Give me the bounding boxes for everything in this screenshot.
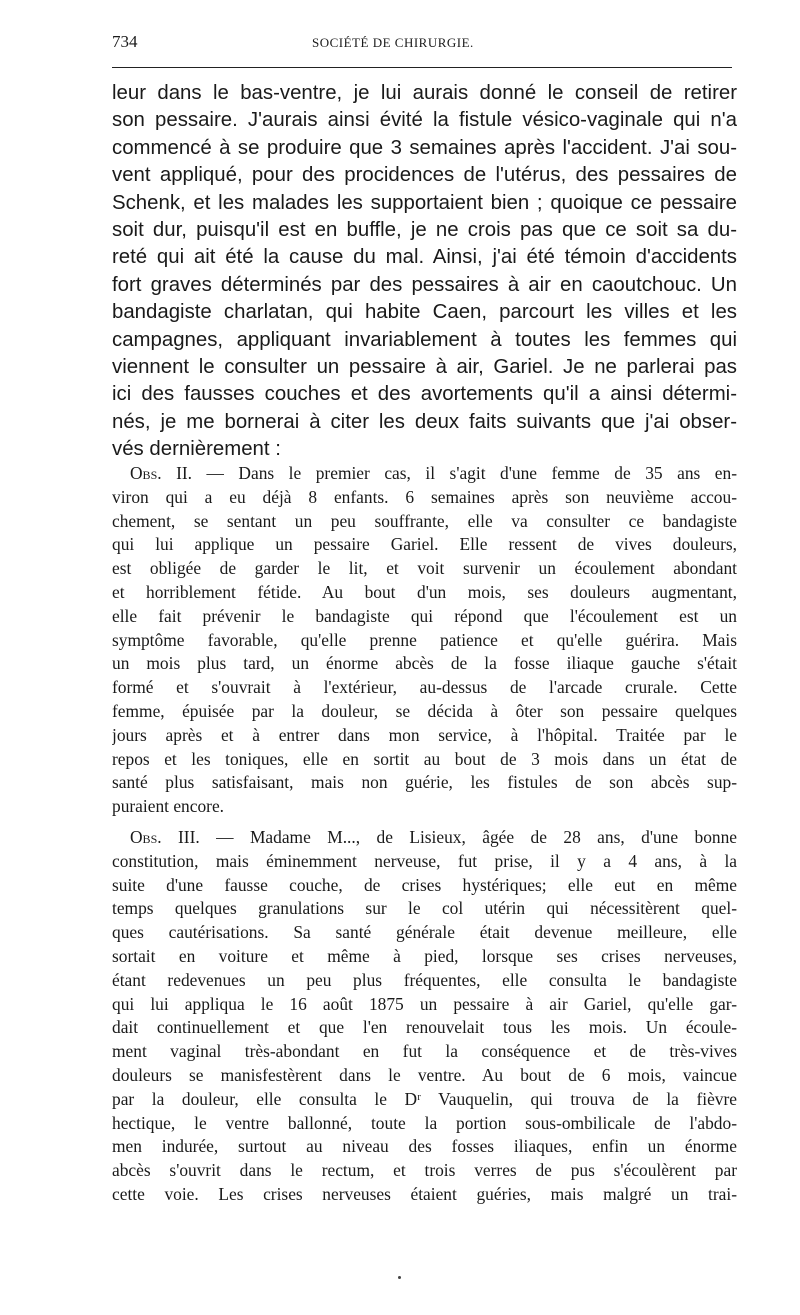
text-line: men indurée, surtout au niveau des fosses iliaques, enfin un énorme — [112, 1136, 737, 1157]
header-rule — [112, 67, 732, 68]
text-line: est obligée de garder le lit, et voit survenir un écoulement abondant — [112, 558, 737, 579]
text-line: campagnes, appliquant invariablement à toutes les femmes qui — [112, 328, 737, 351]
text-line: étant redevenues un peu plus fréquentes, elle consulta le bandagiste — [112, 969, 737, 990]
text-line: reté qui ait été la cause du mal. Ainsi, j'ai été témoin d'accidents — [112, 246, 737, 269]
text-line: et horriblement fétide. Au bout d'un mois, ses douleurs augmentant, — [112, 581, 737, 602]
text-line: leur dans le bas-ventre, je lui aurais donné le conseil de retirer — [112, 82, 737, 104]
text-line: qui lui appliqua le 16 août 1875 un pessaire à air Gariel, qu'elle gar- — [112, 993, 737, 1014]
text-line: cette voie. Les crises nerveuses étaient guéries, mais malgré un trai- — [112, 1183, 737, 1204]
text-line: repos et les toniques, elle en sortit au bout de 3 mois dans un état de — [112, 748, 737, 769]
observation-first-line: — Dans le premier cas, il s'agit d'une femme de 35 ans en- — [192, 463, 737, 483]
text-line: son pessaire. J'aurais ainsi évité la fistule vésico-vaginale qui n'a — [112, 109, 737, 132]
text-line: santé plus satisfaisant, mais non guérie, les fistules de son abcès sup- — [112, 772, 737, 793]
page-number: 734 — [112, 32, 138, 51]
text-line: symptôme favorable, qu'elle prenne patience et qu'elle guérira. Mais — [112, 629, 737, 650]
text-line: commencé à se produire que 3 semaines après l'accident. J'ai sou- — [112, 136, 737, 159]
text-line: suite d'une fausse couche, de crises hystériques; elle eut en même — [112, 874, 737, 895]
text-line: soit dur, puisqu'il est en buffle, je ne crois pas que ce soit sa du- — [112, 219, 737, 242]
text-line: hectique, le ventre ballonné, toute la portion sous-ombilicale de l'abdo- — [112, 1112, 737, 1133]
text-line: ques cautérisations. Sa santé générale était devenue meilleure, elle — [112, 922, 737, 943]
ink-speck — [398, 1276, 401, 1279]
text-line: dait continuellement et que l'en renouvelait tous les mois. Un écoule- — [112, 1017, 737, 1038]
text-line: bandagiste charlatan, qui habite Caen, parcourt les villes et les — [112, 301, 737, 324]
observation-3 — [112, 826, 737, 1207]
text-line — [112, 462, 737, 486]
text-line: formé et s'ouvrait à l'extérieur, au-dessus de l'arcade crurale. Cette — [112, 677, 737, 698]
text-line: vent appliqué, pour des procidences de l'utérus, des pessaires de — [112, 164, 737, 187]
text-line: ici des fausses couches et des avortements qu'il a ainsi détermi- — [112, 383, 737, 406]
text-line: Schenk, et les malades les supportaient bien ; quoique ce pessaire — [112, 191, 737, 214]
text-line: chement, se sentant un peu souffrante, elle va consulter ce bandagiste — [112, 510, 737, 531]
text-line: elle fait prévenir le bandagiste qui répond que l'écoulement est un — [112, 605, 737, 626]
text-line: sortait en voiture et même à pied, lorsque ses crises nerveuses, — [112, 945, 737, 966]
text-line: puraient encore. — [112, 796, 225, 817]
text-line: nés, je me bornerai à citer les deux faits suivants que j'ai obser- — [112, 410, 737, 433]
text-line: viennent le consulter un pessaire à air, Gariel. Je ne parlerai pas — [112, 356, 737, 379]
text-line: temps quelques granulations sur le col utérin qui nécessitèrent quel- — [112, 898, 737, 919]
text-line — [112, 826, 737, 850]
text-line: abcès s'ouvrit dans le rectum, et trois verres de pus s'écoulèrent par — [112, 1160, 737, 1181]
text-line: jours après et à entrer dans mon service, à l'hôpital. Traitée par le — [112, 724, 737, 745]
observation-label: Obs. II. — [130, 463, 193, 483]
text-line: femme, épuisée par la douleur, se décida à ôter son pessaire quelques — [112, 700, 737, 721]
observation-label: Obs. III. — [130, 827, 200, 847]
text-line: qui lui applique un pessaire Gariel. Elle ressent de vives douleurs, — [112, 534, 737, 555]
observation-first-line: — Madame M..., de Lisieux, âgée de 28 ans, d'une bonne — [199, 827, 737, 847]
text-line: par la douleur, elle consulta le Dʳ Vauquelin, qui trouva de la fièvre — [112, 1088, 737, 1109]
observation-2 — [112, 462, 737, 819]
text-line: ment vaginal très-abondant en fut la conséquence et de très-vives — [112, 1041, 737, 1062]
text-line: constitution, mais éminemment nerveuse, fut prise, il y a 4 ans, à la — [112, 850, 737, 871]
running-head — [112, 32, 730, 56]
text-line: un mois plus tard, un énorme abcès de la fosse iliaque gauche s'était — [112, 653, 737, 674]
main-paragraph — [112, 80, 737, 464]
text-line: douleurs se manisfestèrent dans le ventre. Au bout de 6 mois, vaincue — [112, 1064, 737, 1085]
running-title: SOCIÉTÉ DE CHIRURGIE. — [312, 35, 474, 50]
text-line: fort graves déterminés par des pessaires à air en caoutchouc. Un — [112, 273, 737, 296]
text-line: vés dernièrement : — [112, 438, 281, 461]
text-line: viron qui a eu déjà 8 enfants. 6 semaines après son neuvième accou- — [112, 486, 737, 507]
